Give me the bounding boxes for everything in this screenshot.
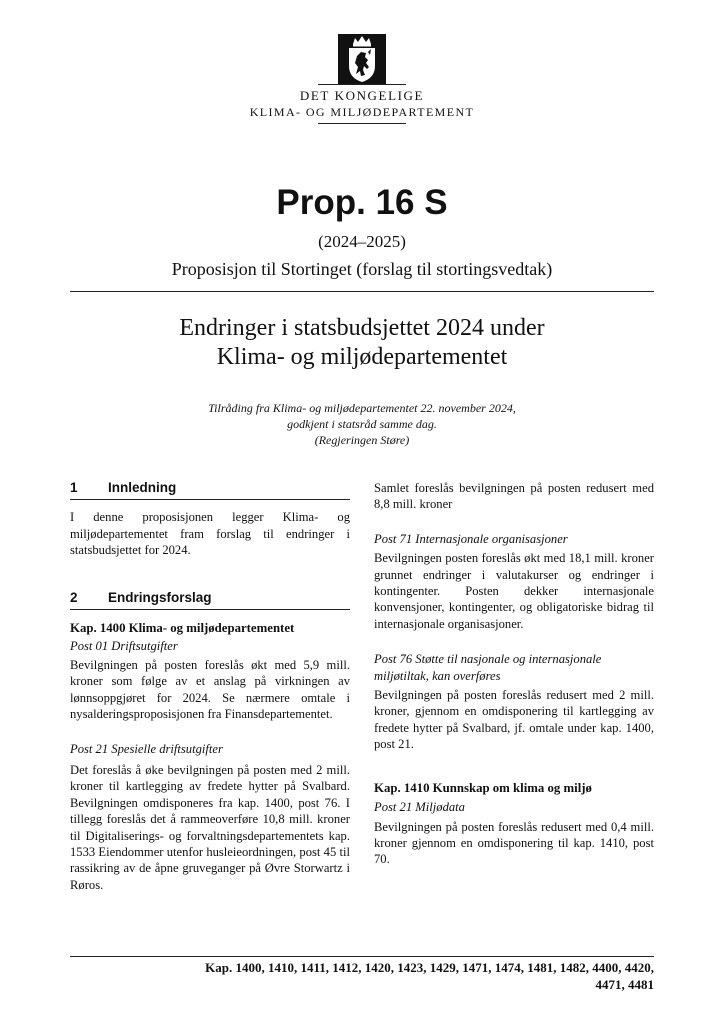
header-rule-top: [318, 84, 406, 85]
document-title: [0, 314, 724, 372]
chapter-list-line1: Kap. 1400, 1410, 1411, 1412, 1420, 1423, 1429, 1471, 1474, 1481, 1482, 4400, 4420,: [205, 960, 654, 975]
post-paragraph: Bevilgningen posten foreslås økt med 18,1 mill. kroner grunnet endringer i valutakurser og endringer i kontingenter. Posten dekker internasjonale konvensjoner, kontingenter, og obligatoriske bidrag til internasjonale organisasjoner.: [374, 551, 654, 631]
section-title: Endringsforslag: [108, 589, 212, 605]
post-paragraph: Bevilgningen på posten foreslås økt med 5,9 mill. kroner som følge av et anslag på virkningen av lønnsoppgjøret for 2024. Se nærmere omtale i nysalderingsproposisjonen fra Finansdepartementet.: [70, 657, 350, 722]
approval-line3: (Regjeringen Støre): [314, 433, 410, 447]
post-summary-paragraph: Samlet foreslås bevilgningen på posten redusert med 8,8 mill. kroner: [374, 481, 654, 512]
post-heading: Post 21 Miljødata: [374, 800, 465, 815]
section-heading-1: [70, 480, 350, 500]
approval-line2: godkjent i statsråd samme dag.: [287, 417, 437, 431]
proposition-number: Prop. 16 S: [276, 183, 448, 222]
intro-paragraph: I denne proposisjonen legger Klima- og miljødepartementet fram forslag til endringer i statsbudsjettet for 2024.: [70, 510, 350, 558]
approval-note: [0, 400, 724, 448]
approval-line1: Tilråding fra Klima- og miljødepartementet 22. november 2024,: [208, 401, 516, 415]
post-heading: Post 71 Internasjonale organisasjoner: [374, 531, 568, 546]
post-paragraph: Det foreslås å øke bevilgningen på posten med 2 mill. kroner til kartlegging av fredete hytter på Svalbard. Bevilgningen omdisponeres fra kap. 1400, post 76. I tillegg foreslås det å rammeoverføre 10,8 mill. kroner til Digitaliserings- og forvaltningsdepartementets kap. 1533 Eiendommer utenfor husleieordningen, post 45 til rassikring av de åpne gruveganger på Øvre Storwartz i Røros.: [70, 762, 350, 892]
section-number: 2: [70, 589, 78, 605]
department-name-line2: KLIMA- OG MILJØDEPARTEMENT: [249, 105, 475, 119]
session-years: (2024–2025): [318, 232, 406, 251]
chapter-list-line2: 4471, 4481: [595, 976, 654, 992]
post-paragraph: Bevilgningen på posten foreslås redusert med 2 mill. kroner, gjennom en omdisponering til kartlegging av fredete hytter på Svalbard, jf. omtale under kap. 1400, post 21.: [374, 688, 654, 752]
chapter-list-footer: [70, 960, 654, 993]
proposition-subtitle: Proposisjon til Stortinget (forslag til stortingsvedtak): [171, 259, 553, 279]
post-paragraph: Bevilgningen på posten foreslås redusert med 0,4 mill. kroner gjennom en omdisponering til kap. 1410, post 70.: [374, 819, 654, 867]
section-number: 1: [70, 480, 78, 495]
header-rule-bottom: [318, 123, 406, 124]
chapter-heading: Kap. 1400 Klima- og miljødepartementet: [70, 621, 295, 636]
post-heading: Post 01 Driftsutgifter: [70, 639, 178, 654]
coat-of-arms-lion-icon: [338, 34, 386, 84]
department-name-line1: DET KONGELIGE: [299, 88, 425, 103]
chapter-heading: Kap. 1410 Kunnskap om klima og miljø: [374, 780, 592, 795]
left-column: [70, 480, 350, 893]
title-divider: [70, 291, 654, 292]
footer-divider: [70, 956, 654, 957]
document-title-line2: Klima- og miljødepartementet: [216, 344, 508, 370]
document-title-line1: Endringer i statsbudsjettet 2024 under: [179, 315, 545, 341]
right-column: [374, 480, 654, 868]
section-heading-2: [70, 590, 350, 610]
post-heading: Post 21 Spesielle driftsutgifter: [70, 742, 223, 757]
section-title: Innledning: [108, 480, 177, 495]
post-heading: Post 76 Støtte til nasjonale og internasjonale miljøtiltak, kan overføres: [374, 652, 602, 683]
